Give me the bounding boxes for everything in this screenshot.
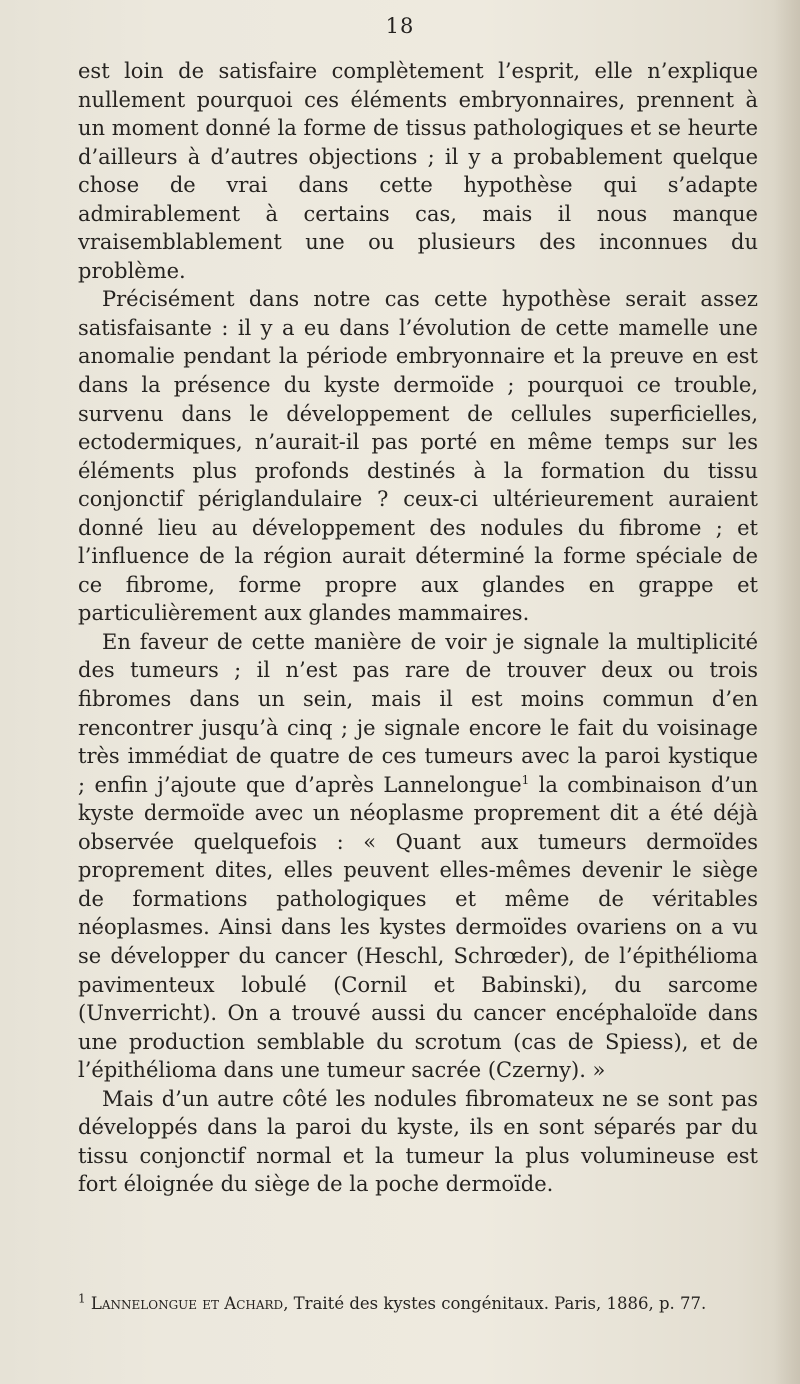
- page-number: 18: [385, 14, 415, 38]
- footnote-reference: 1: [521, 772, 530, 787]
- paragraph-2: Précisément dans notre cas cette hypothèse serait assez satisfaisante : il y a eu dans l’évolution de cette mamelle une anomalie pendant la période embryonnaire et la preuve en est dans la présence du kyste dermoïde ; pourquoi ce trouble, survenu dans le développement de cellules superficielles, ectodermiques, n’aurait-il pas porté en même temps sur les éléments plus profonds destinés à la formation du tissu conjonctif périglandulaire ? ceux-ci ultérieurement auraient donné lieu au développement des nodules du fibrome ; et l’influence de la région aurait déterminé la forme spéciale de ce fibrome, forme propre aux glandes en grappe et particulièrement aux glandes mammaires.: [78, 287, 758, 626]
- paragraph-1: est loin de satisfaire complètement l’esprit, elle n’explique nullement pourquoi ces éléments embryonnaires, prennent à un moment donné la forme de tissus pathologiques et se heurte d’ailleurs à d’autres objections ; il y a probablement quelque chose de vrai dans cette hypothèse qui s’adapte admirablement à certains cas, mais il nous manque vraisemblablement une ou plusieurs des inconnues du problème.: [78, 59, 758, 283]
- footnote-citation: , Traité des kystes congénitaux. Paris, 1886, p. 77.: [283, 1294, 707, 1313]
- paragraph-3: [78, 628, 758, 1085]
- paragraph-4: Mais d’un autre côté les nodules fibromateux ne se sont pas développés dans la paroi du kyste, ils en sont séparés par du tissu conjonctif normal et la tumeur la plus volumineuse est fort éloignée du siège de la poche dermoïde.: [78, 1086, 758, 1197]
- footnote: [78, 1293, 768, 1315]
- paragraph-3-text-a: En faveur de cette manière de voir je signale la multiplicité des tumeurs ; il n’est pas rare de trouver deux ou trois fibromes dans un sein, mais il est moins commun d’en rencontrer jusqu’à cinq ; je signale encore le fait du voisinage très immédiat de quatre de ces tumeurs avec la paroi kystique ; enfin j’ajoute que d’après Lannelongue: [78, 629, 758, 797]
- paragraph-3-text-b: la combinaison d’un kyste dermoïde avec un néoplasme proprement dit a été déjà observée quelquefois : « Quant aux tumeurs dermoïdes proprement dites, elles peuvent elles-mêmes devenir le siège de formations pathologiques et même de véritables néoplasmes. Ainsi dans les kystes dermoïdes ovariens on a vu se développer du cancer (Heschl, Schrœder), de l’épithélioma pavimenteux lobulé (Cornil et Babinski), du sarcome (Unverricht). On a trouvé aussi du cancer encéphaloïde dans une production semblable du scrotum (cas de Spiess), et de l’épithélioma dans une tumeur sacrée (Czerny). »: [78, 772, 758, 1083]
- body-text: [78, 57, 758, 1199]
- footnote-authors: Lannelongue et Achard: [90, 1294, 284, 1313]
- page-edge-shadow: [774, 0, 800, 1384]
- footnote-mark: 1: [78, 1291, 86, 1306]
